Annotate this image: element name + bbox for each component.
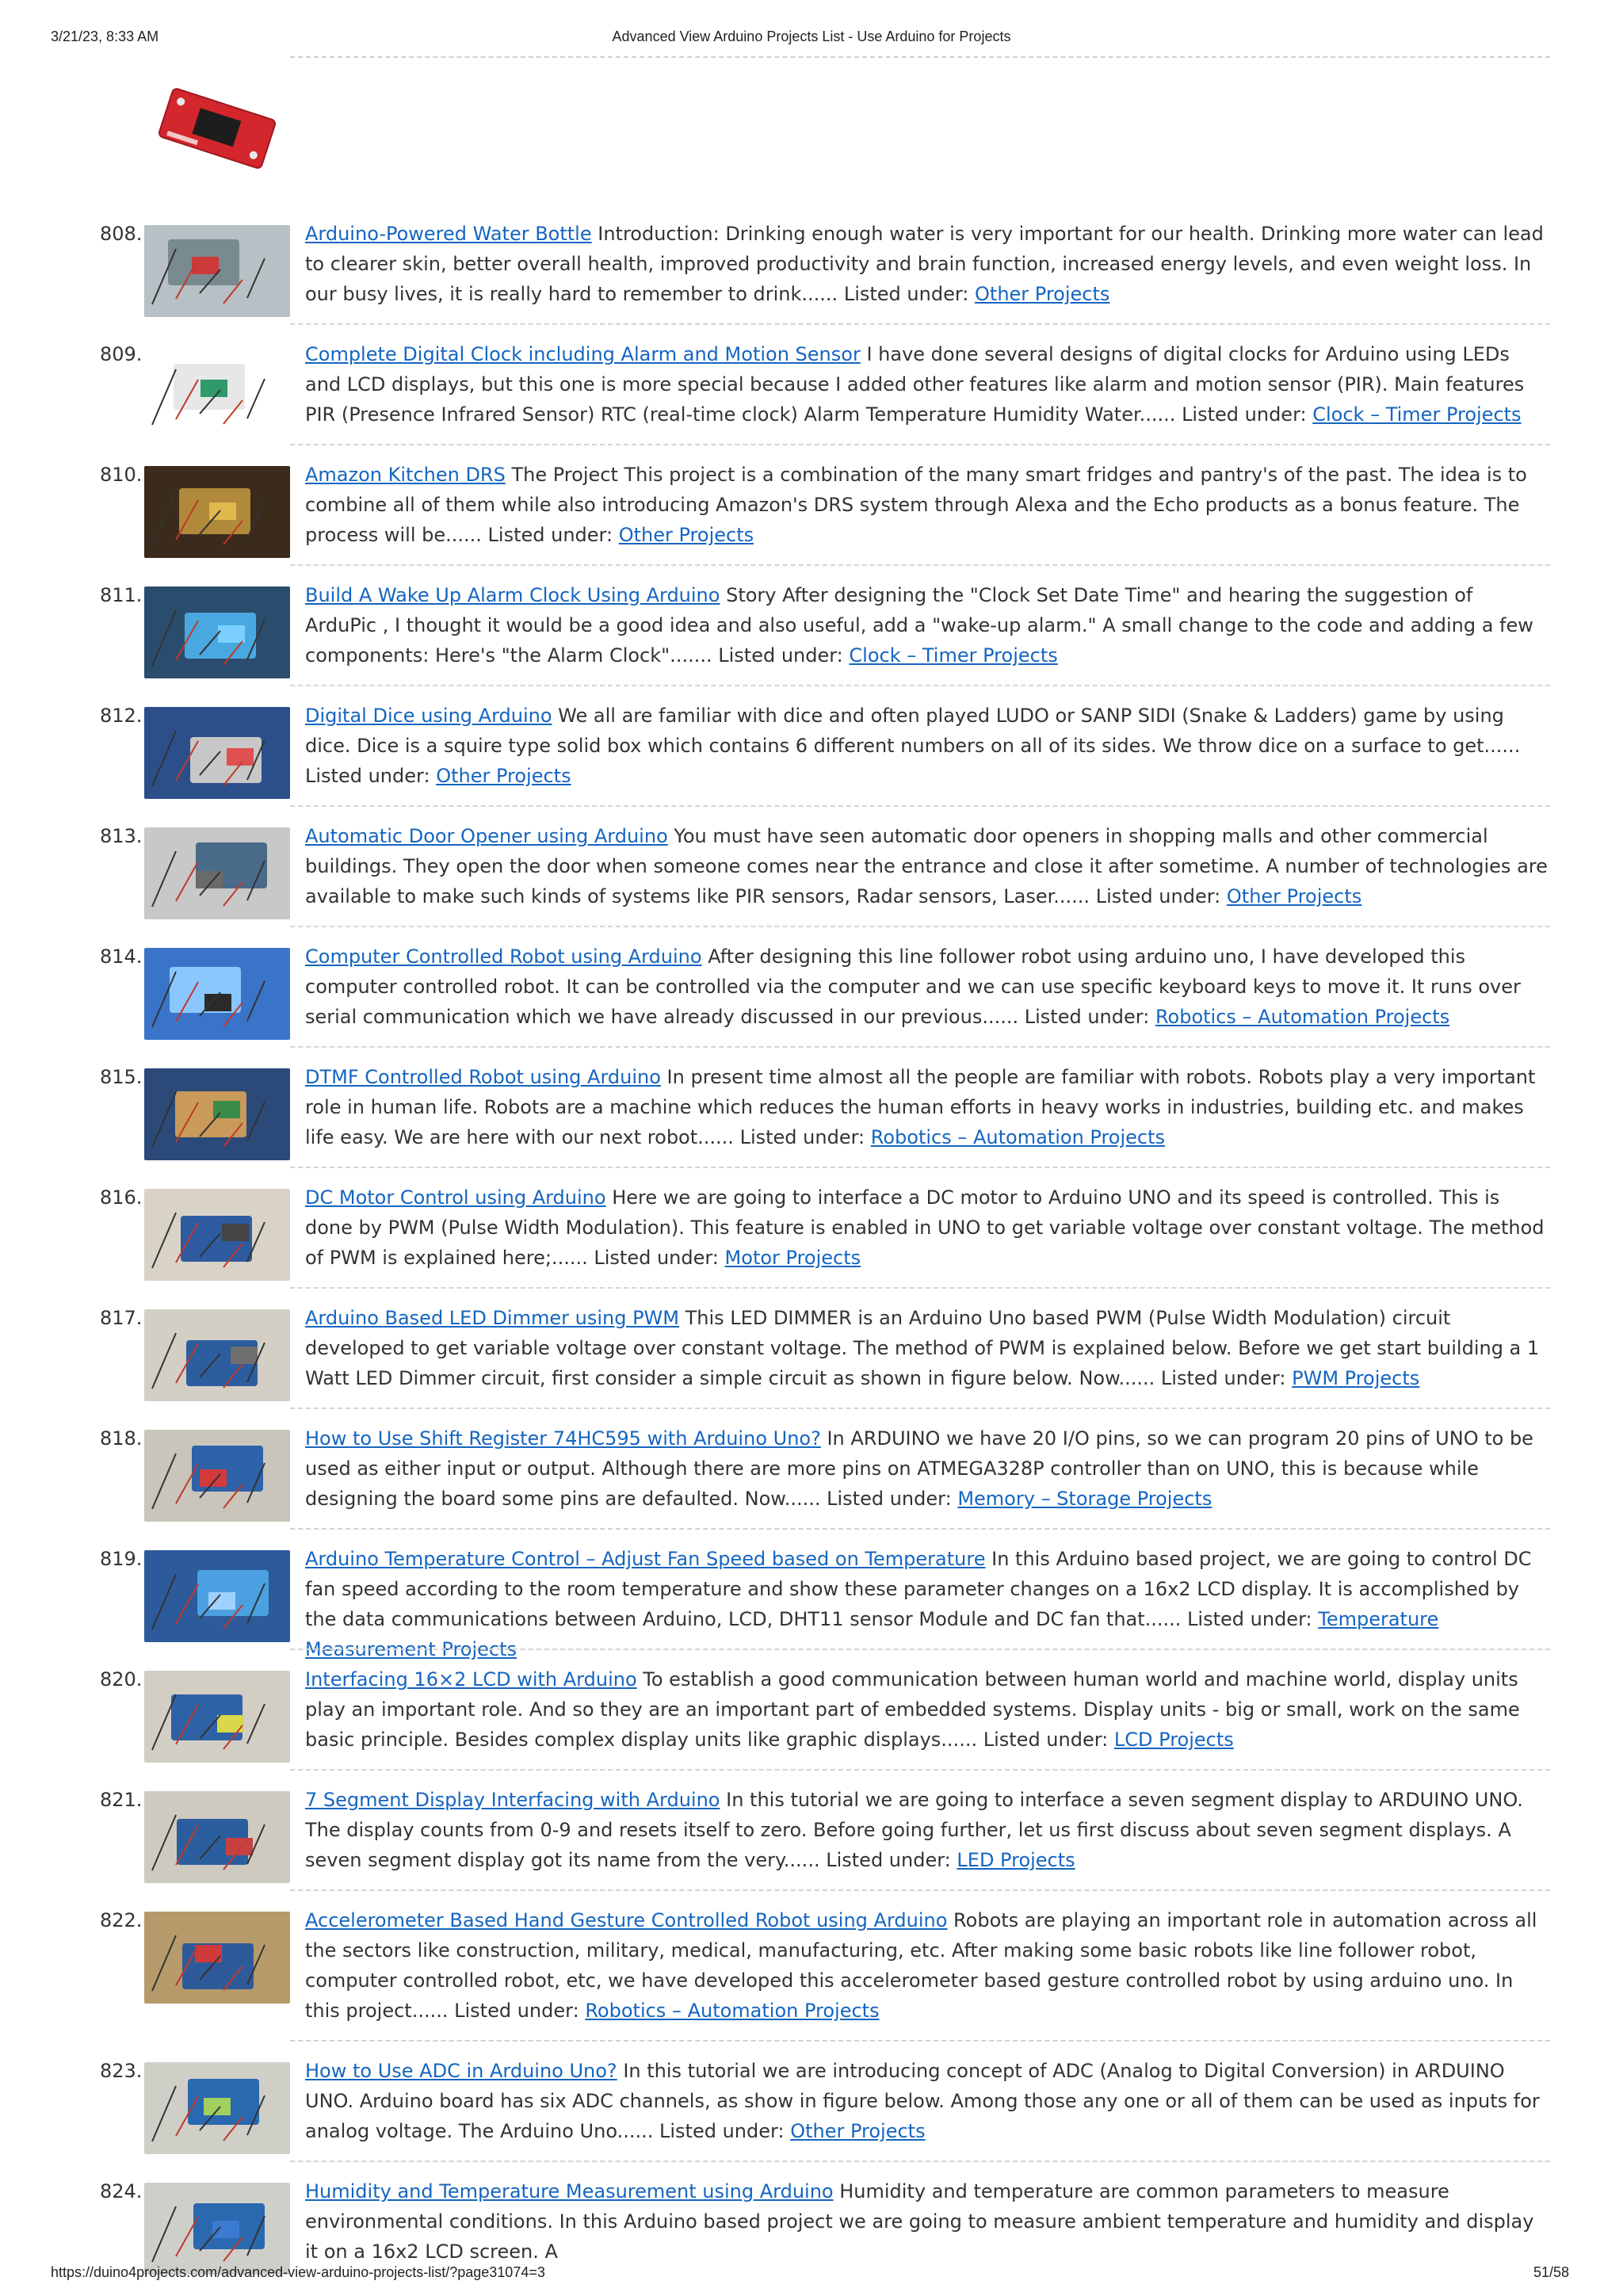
dc-motor-breadboard-photo[interactable] xyxy=(144,1189,290,1281)
print-datetime: 3/21/23, 8:33 AM xyxy=(51,29,159,44)
item-text xyxy=(305,460,1550,550)
print-url: https://duino4projects.com/advanced-view-arduino-projects-list/?page31074=3 xyxy=(51,2264,545,2280)
listed-under-label: Listed under: xyxy=(983,1729,1109,1751)
project-title-link[interactable]: Build A Wake Up Alarm Clock Using Arduino xyxy=(305,584,720,606)
listed-under-label: Listed under: xyxy=(305,765,430,787)
item-text xyxy=(305,1785,1550,1875)
listed-under-label: Listed under: xyxy=(1182,403,1307,426)
item-number: 816. xyxy=(100,1186,143,1209)
item-text xyxy=(305,2176,1550,2267)
item-text xyxy=(305,2056,1550,2146)
item-divider xyxy=(290,1769,1550,1771)
listed-under-label: Listed under: xyxy=(594,1247,719,1269)
lcd-fan-photo[interactable] xyxy=(144,1550,290,1642)
digital-dice-photo[interactable] xyxy=(144,707,290,799)
project-title-link[interactable]: DC Motor Control using Arduino xyxy=(305,1186,606,1209)
project-description: This LED DIMMER is an Arduino Uno based PWM (Pulse Width Modulation) circuit developed to get variable voltage over constant voltage. The method of PWM is explained below. Before we get start building a 1 Watt LED Dimmer circuit, first consider a simple circuit as shown in figure below. Now...... xyxy=(305,1307,1540,1389)
category-link[interactable]: Other Projects xyxy=(1226,885,1362,907)
category-link[interactable]: PWM Projects xyxy=(1292,1367,1420,1389)
project-description: We all are familiar with dice and often played LUDO or SANP SIDI (Snake & Ladders) game by using dice. Dice is a squire type solid box which contains 6 different numbers on all of its sides. We throw dice on a surface to get...... xyxy=(305,705,1521,757)
category-link[interactable]: Motor Projects xyxy=(724,1247,861,1269)
project-title-link[interactable]: Arduino Temperature Control – Adjust Fan Speed based on Temperature xyxy=(305,1548,986,1570)
project-description: Story After designing the "Clock Set Date Time" and hearing the suggestion of ArduPic , I thought it would be a good idea and also useful, add a "wake-up alarm." A small change to the code and adding a few components: Here's "the Alarm Clock"....... xyxy=(305,584,1533,667)
robot-photo[interactable] xyxy=(144,948,290,1040)
shift-register-breadboard-photo[interactable] xyxy=(144,1430,290,1522)
item-number: 823. xyxy=(100,2060,143,2082)
project-title-link[interactable]: Accelerometer Based Hand Gesture Controlled Robot using Arduino xyxy=(305,1909,948,1931)
item-number: 811. xyxy=(100,584,143,606)
listed-under-label: Listed under: xyxy=(1024,1006,1150,1028)
listed-under-label: Listed under: xyxy=(826,1849,951,1871)
listed-under-label: Listed under: xyxy=(739,1126,865,1148)
category-link[interactable]: Other Projects xyxy=(975,283,1110,305)
project-description: Here we are going to interface a DC motor to Arduino UNO and its speed is controlled. This is done by PWM (Pulse Width Modulation). This feature is enabled in UNO to get variable voltage over constant voltage. The method of PWM is explained here;...... xyxy=(305,1186,1545,1269)
item-divider xyxy=(290,805,1550,807)
led-dimmer-breadboard-photo[interactable] xyxy=(144,1309,290,1401)
item-text xyxy=(305,701,1550,791)
project-description: In this Arduino based project, we are going to control DC fan speed according to the room temperature and show these parameter changes on a 16x2 LCD display. It is accomplished by the data communications between Arduino, LCD, DHT11 sensor Module and DC fan that...... xyxy=(305,1548,1532,1630)
project-description: Humidity and temperature are common parameters to measure environmental conditions. In this Arduino based project we are going to measure ambient temperature and humidity and display it on a 16x2 LCD screen. A xyxy=(305,2180,1534,2263)
dtmf-robot-photo[interactable] xyxy=(144,1068,290,1160)
listed-under-label: Listed under: xyxy=(487,524,613,546)
item-number: 819. xyxy=(100,1548,143,1570)
project-description: In this tutorial we are going to interface a seven segment display to ARDUINO UNO. The display counts from 0-9 and resets itself to zero. Before going further, let us first discuss about seven segment displays. A seven segment display got its name from the very...... xyxy=(305,1789,1523,1871)
listed-under-label: Listed under: xyxy=(843,283,969,305)
project-title-link[interactable]: Computer Controlled Robot using Arduino xyxy=(305,946,702,968)
item-number: 813. xyxy=(100,825,143,847)
item-text xyxy=(305,1182,1550,1273)
listed-under-label: Listed under: xyxy=(1187,1608,1312,1630)
print-page-number: 51/58 xyxy=(1533,2264,1569,2280)
item-divider xyxy=(290,323,1550,325)
seven-segment-photo[interactable] xyxy=(144,1791,290,1883)
item-text xyxy=(305,1062,1550,1152)
adc-lcd-photo[interactable] xyxy=(144,2062,290,2154)
listed-under-label: Listed under: xyxy=(659,2120,785,2142)
project-description: In ARDUINO we have 20 I/O pins, so we can program 20 pins of UNO to be used as either input or output. Although there are more pins on ATMEGA328P controller than on UNO, this is because while designing the board some pins are defaulted. Now...... xyxy=(305,1427,1533,1510)
project-title-link[interactable]: Digital Dice using Arduino xyxy=(305,705,552,727)
item-number: 808. xyxy=(100,223,143,245)
item-text xyxy=(305,1303,1550,1393)
item-text xyxy=(305,942,1550,1032)
category-link[interactable]: Other Projects xyxy=(790,2120,926,2142)
item-text xyxy=(305,580,1550,670)
category-link[interactable]: Robotics – Automation Projects xyxy=(585,2000,880,2022)
project-description: The Project This project is a combination of the many smart fridges and pantry's of the past. The idea is to combine all of them while also introducing Amazon's DRS system through Alexa and the Echo products as a bonus feature. The process will be...... xyxy=(305,464,1527,546)
project-title-link[interactable]: Complete Digital Clock including Alarm and Motion Sensor xyxy=(305,343,861,365)
item-divider xyxy=(290,1287,1550,1289)
item-number: 814. xyxy=(100,946,143,968)
item-divider xyxy=(290,564,1550,566)
project-description: In present time almost all the people are familiar with robots. Robots play a very important role in human life. Robots are a machine which reduces the human efforts in heavy works in industries, building etc. and makes life easy. We are here with our next robot...... xyxy=(305,1066,1536,1148)
item-text xyxy=(305,339,1550,430)
category-link[interactable]: LED Projects xyxy=(957,1849,1075,1871)
item-divider xyxy=(290,1167,1550,1168)
category-link[interactable]: Memory – Storage Projects xyxy=(957,1488,1212,1510)
item-divider xyxy=(290,1408,1550,1409)
category-link[interactable]: Temperature Measurement Projects xyxy=(305,1608,1439,1660)
project-description: I have done several designs of digital clocks for Arduino using LEDs and LCD displays, but this one is more special because I added other features like alarm and motion sensor (PIR). Main features PIR (Presence Infrared Sensor) RTC (real-time clock) Alarm Temperature Humidity Water...... xyxy=(305,343,1525,426)
door-opener-photo[interactable] xyxy=(144,827,290,919)
item-divider xyxy=(290,1046,1550,1048)
listed-under-label: Listed under: xyxy=(1160,1367,1286,1389)
item-number: 822. xyxy=(100,1909,143,1931)
project-description: In this tutorial we are introducing concept of ADC (Analog to Digital Conversion) in ARDUINO UNO. Arduino board has six ADC channels, as show in figure below. Among those any one or all of them can be used as inputs for analog voltage. The Arduino Uno...... xyxy=(305,2060,1540,2142)
project-title-link[interactable]: Arduino-Powered Water Bottle xyxy=(305,223,592,245)
project-description: You must have seen automatic door openers in shopping malls and other commercial buildings. They open the door when someone comes near the entrance and close it after sometime. A number of technologies are available to make such kinds of systems like PIR sensors, Radar sensors, Laser...... xyxy=(305,825,1548,907)
item-number: 818. xyxy=(100,1427,143,1450)
item-divider xyxy=(290,444,1550,445)
item-number: 809. xyxy=(100,343,143,365)
item-text xyxy=(305,821,1550,911)
project-title-link[interactable]: Amazon Kitchen DRS xyxy=(305,464,506,486)
item-number: 821. xyxy=(100,1789,143,1811)
item-text xyxy=(305,1544,1550,1664)
project-title-link[interactable]: 7 Segment Display Interfacing with Arduino xyxy=(305,1789,720,1811)
item-divider xyxy=(290,926,1550,927)
item-text xyxy=(305,1664,1550,1755)
project-title-link[interactable]: How to Use Shift Register 74HC595 with Arduino Uno? xyxy=(305,1427,821,1450)
item-text xyxy=(305,1423,1550,1514)
gesture-robot-photo[interactable] xyxy=(144,1912,290,2004)
item-divider xyxy=(290,1648,1550,1650)
print-page-title: Advanced View Arduino Projects List - Use Arduino for Projects xyxy=(612,29,1011,44)
project-description: After designing this line follower robot using arduino uno, I have developed this computer controlled robot. It can be controlled via the computer and we can use specific keyboard keys to move it. It runs over serial communication which we have already discussed in our previous...... xyxy=(305,946,1521,1028)
project-title-link[interactable]: Interfacing 16×2 LCD with Arduino xyxy=(305,1668,637,1690)
category-link[interactable]: Other Projects xyxy=(436,765,571,787)
item-number: 817. xyxy=(100,1307,143,1329)
item-number: 810. xyxy=(100,464,143,486)
item-number: 812. xyxy=(100,705,143,727)
project-description: Introduction: Drinking enough water is very important for our health. Drinking more water can lead to clearer skin, better overall health, improved productivity and brain function, increased energy levels, and even weight loss. In our busy lives, it is really hard to remember to drink...... xyxy=(305,223,1544,305)
project-description: To establish a good communication between human world and machine world, display units play an important role. And so they are an important part of embedded systems. Display units - big or small, work on the same basic principle. Besides complex display units like graphic displays...... xyxy=(305,1668,1520,1751)
category-link[interactable]: Clock – Timer Projects xyxy=(1312,403,1522,426)
item-number: 815. xyxy=(100,1066,143,1088)
project-title-link[interactable]: Arduino Based LED Dimmer using PWM xyxy=(305,1307,679,1329)
item-divider xyxy=(290,2160,1550,2162)
humidity-lcd-photo[interactable] xyxy=(144,2183,290,2275)
project-description: Robots are playing an important role in automation across all the sectors like construction, military, medical, manufacturing, etc. After making some basic robots like line follower robot, computer controlled robot, etc, we have developed this accelerometer based gesture controlled robot by using arduino uno. In this project...... xyxy=(305,1909,1537,2022)
item-text xyxy=(305,219,1550,309)
category-link[interactable]: LCD Projects xyxy=(1113,1729,1234,1751)
listed-under-label: Listed under: xyxy=(454,2000,579,2022)
category-link[interactable]: Clock – Timer Projects xyxy=(849,644,1058,667)
item-divider xyxy=(290,2040,1550,2042)
lcd-breadboard-photo[interactable] xyxy=(144,1671,290,1763)
item-divider xyxy=(290,1889,1550,1891)
project-title-link[interactable]: Humidity and Temperature Measurement using Arduino xyxy=(305,2180,834,2202)
item-number: 824. xyxy=(100,2180,143,2202)
listed-under-label: Listed under: xyxy=(1095,885,1221,907)
category-link[interactable]: Other Projects xyxy=(618,524,754,546)
listed-under-label: Listed under: xyxy=(718,644,843,667)
alarm-clock-photo[interactable] xyxy=(144,586,290,678)
pir-sensor-photo[interactable] xyxy=(144,346,290,437)
category-link[interactable]: Robotics – Automation Projects xyxy=(1155,1006,1450,1028)
kitchen-device-photo[interactable] xyxy=(144,466,290,558)
category-link[interactable]: Robotics – Automation Projects xyxy=(870,1126,1166,1148)
item-text xyxy=(305,1905,1550,2026)
water-bottle-photo[interactable] xyxy=(144,225,290,317)
listed-under-label: Listed under: xyxy=(827,1488,952,1510)
project-title-link[interactable]: How to Use ADC in Arduino Uno? xyxy=(305,2060,617,2082)
item-divider xyxy=(290,1528,1550,1530)
item-number: 820. xyxy=(100,1668,143,1690)
project-title-link[interactable]: Automatic Door Opener using Arduino xyxy=(305,825,668,847)
item-divider xyxy=(290,685,1550,686)
project-title-link[interactable]: DTMF Controlled Robot using Arduino xyxy=(305,1066,661,1088)
